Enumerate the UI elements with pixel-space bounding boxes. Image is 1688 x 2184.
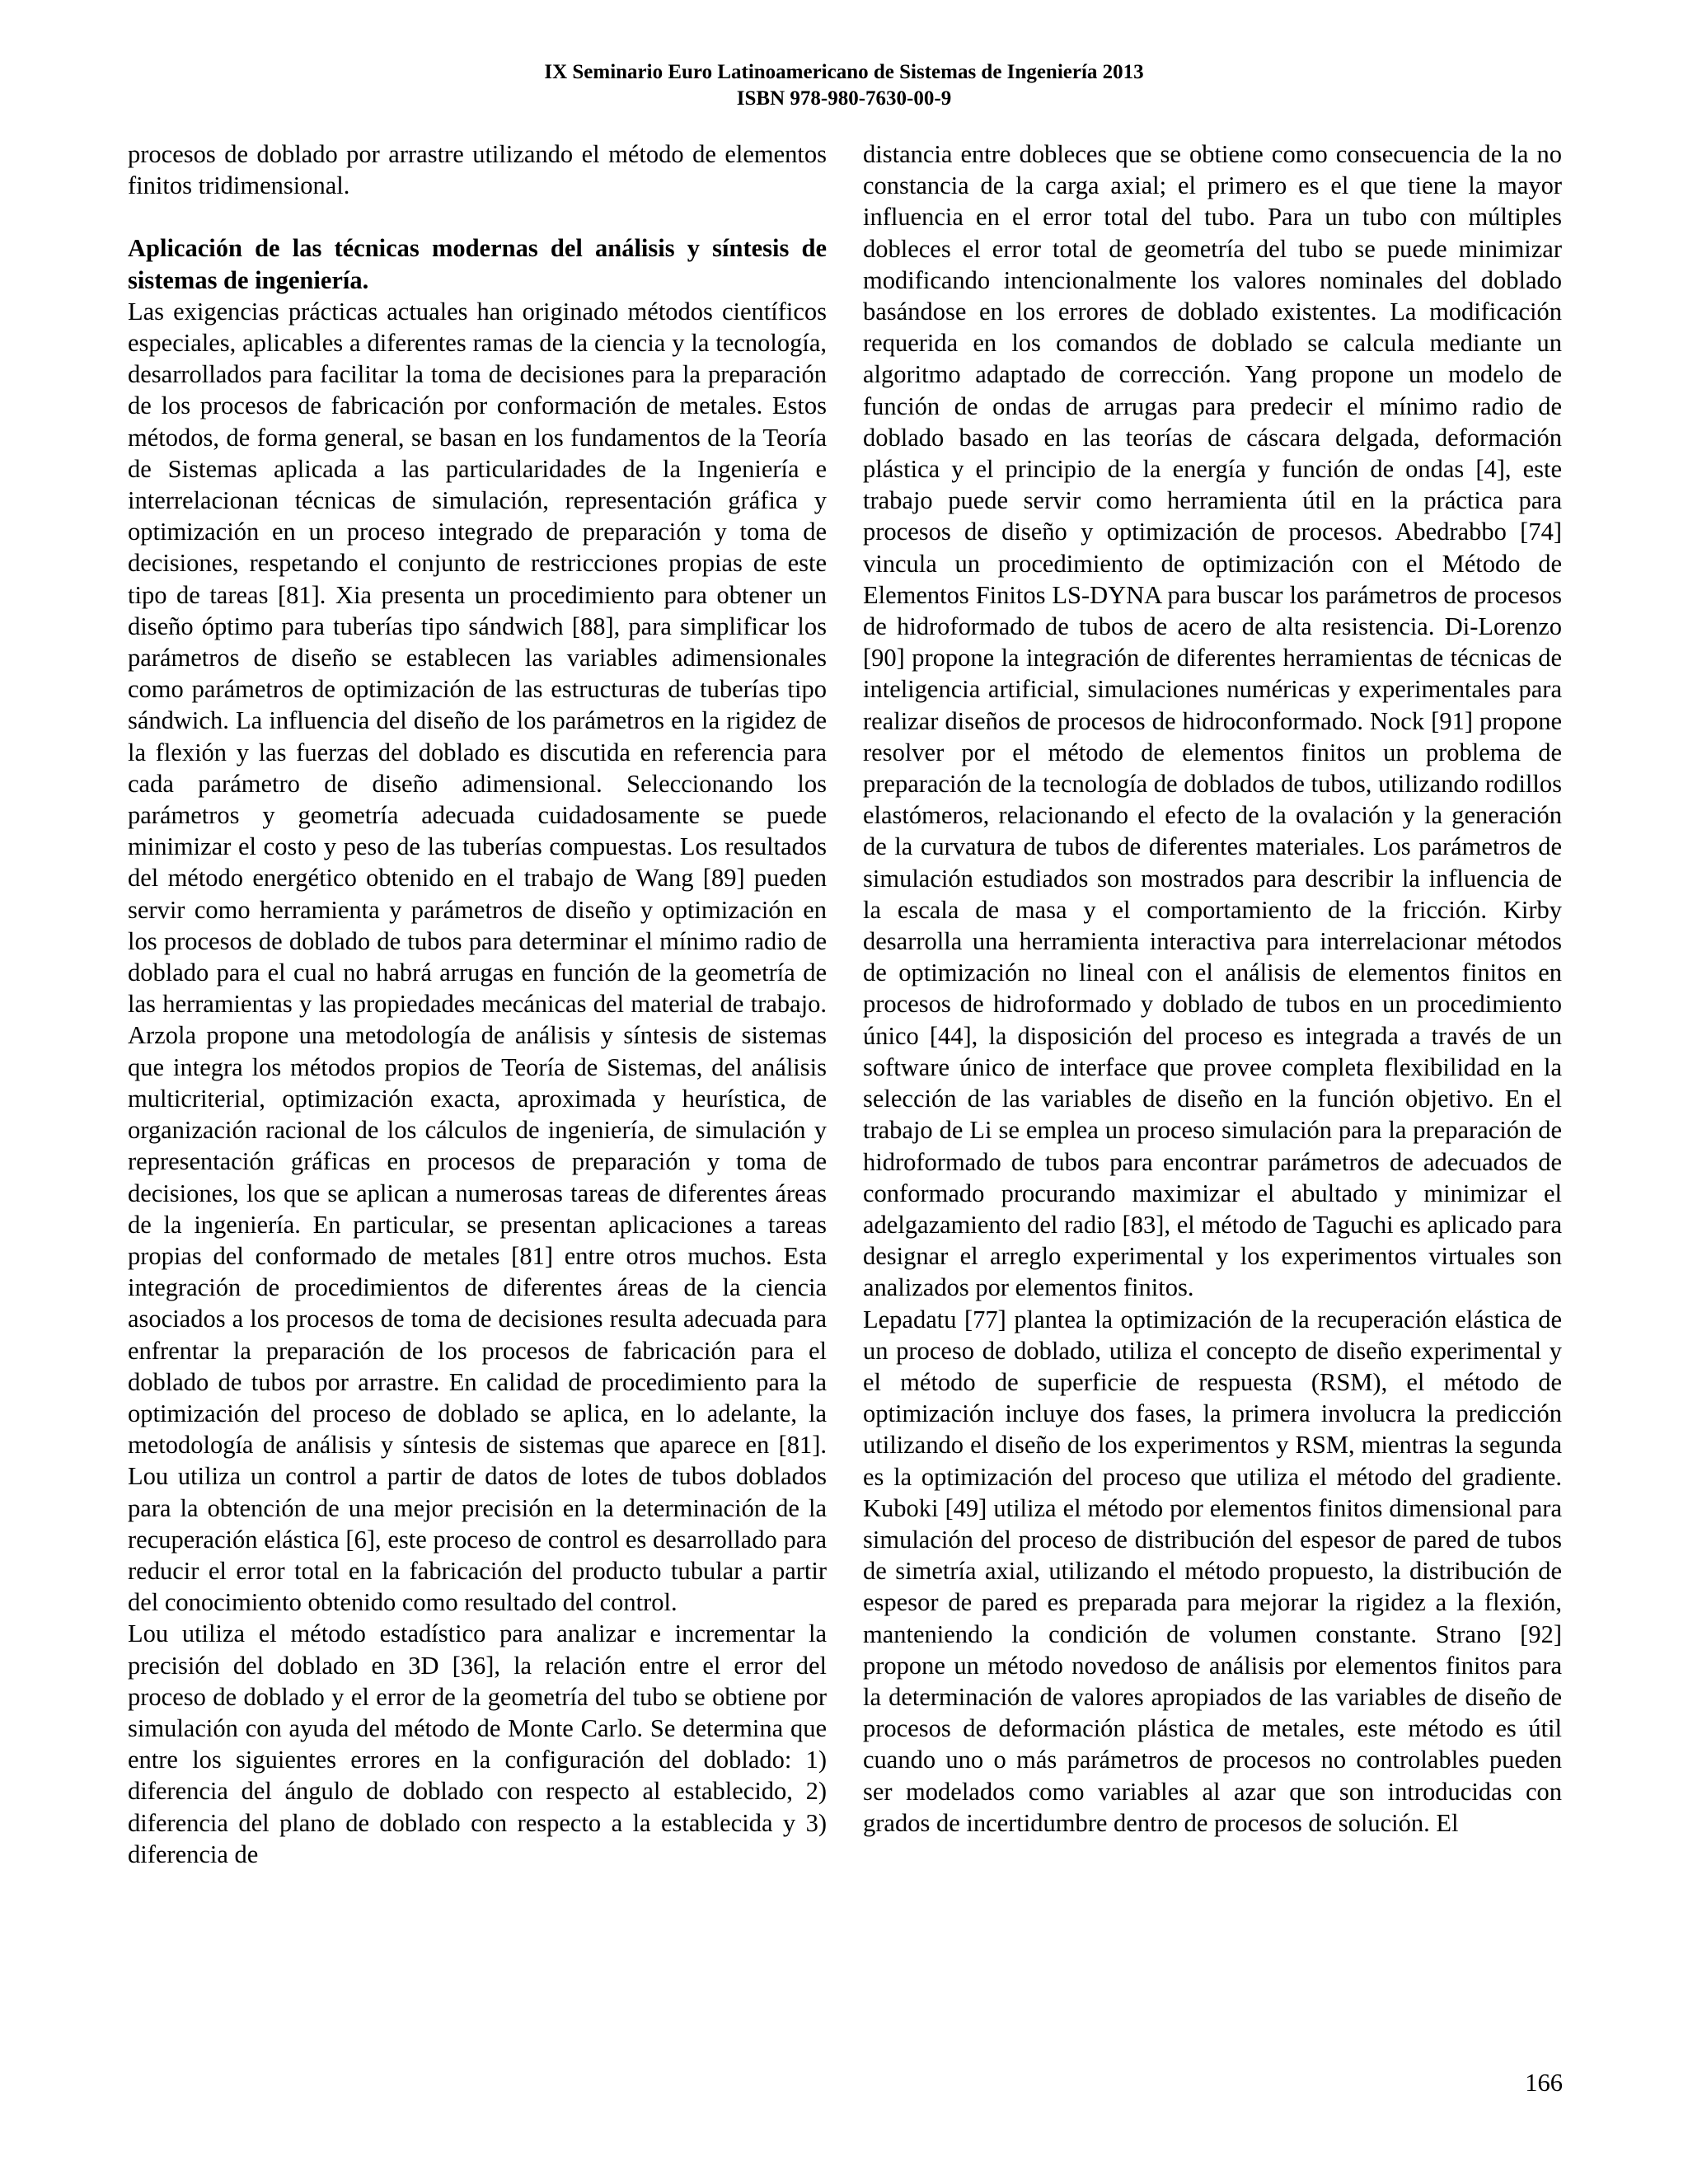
- right-paragraph-1: distancia entre dobleces que se obtiene como consecuencia de la no constancia de la carga axial; el primero es el que tiene la mayor influencia en el error total del tubo. Para un tubo con múltiples dobleces el error total de geometría del tubo se puede minimizar modificando intencionalmente los valores nominales del doblado basándose en los errores de doblado existentes. La modificación requerida en los comandos de doblado se calcula mediante un algoritmo adaptado de corrección. Yang propone un modelo de función de ondas de arrugas para predecir el mínimo radio de doblado basado en las teorías de cáscara delgada, deformación plástica y el principio de la energía y función de ondas [4], este trabajo puede servir como herramienta útil en la práctica para procesos de diseño y optimización de procesos. Abedrabbo [74] vincula un procedimiento de optimización con el Método de Elementos Finitos LS-DYNA para buscar los parámetros de procesos de hidroformado de tubos de acero de alta resistencia. Di-Lorenzo [90] propone la integración de diferentes herramientas de técnicas de inteligencia artificial, simulaciones numéricas y experimentales para realizar diseños de procesos de hidroconformado. Nock [91] propone resolver por el método de elementos finitos un problema de preparación de la tecnología de doblados de tubos, utilizando rodillos elastómeros, relacionando el efecto de la ovalación y la generación de la curvatura de tubos de diferentes materiales. Los parámetros de simulación estudiados son mostrados para describir la influencia de la escala de masa y el comportamiento de la fricción. Kirby desarrolla una herramienta interactiva para interrelacionar métodos de optimización no lineal con el análisis de elementos finitos en procesos de hidroformado y doblado de tubos en un procedimiento único [44], la disposición del proceso es integrada a través de un software único de interface que provee completa flexibilidad en la selección de las variables de diseño en la función objetivo. En el trabajo de Li se emplea un proceso simulación para la preparación de hidroformado de tubos para encontrar parámetros de adecuados de conformado procurando maximizar el abultado y minimizar el adelgazamiento del radio [83], el método de Taguchi es aplicado para designar el arreglo experimental y los experimentos virtuales son analizados por elementos finitos.: [863, 140, 1562, 1302]
- page-number: 166: [1525, 2069, 1563, 2097]
- left-paragraph-1: Las exigencias prácticas actuales han originado métodos científicos especiales, aplicables a diferentes ramas de la ciencia y la tecnología, desarrollados para facilitar la toma de decisiones para la preparación de los procesos de fabricación por conformación de metales. Estos métodos, de forma general, se basan en los fundamentos de la Teoría de Sistemas aplicada a las particularidades de la Ingeniería e interrelacionan técnicas de simulación, representación gráfica y optimización en un proceso integrado de preparación y toma de decisiones, respetando el conjunto de restricciones propias de este tipo de tareas [81]. Xia presenta un procedimiento para obtener un diseño óptimo para tuberías tipo sándwich [88], para simplificar los parámetros de diseño se establecen las variables adimensionales como parámetros de optimización de las estructuras de tuberías tipo sándwich. La influencia del diseño de los parámetros en la rigidez de la flexión y las fuerzas del doblado es discutida en referencia para cada parámetro de diseño adimensional. Seleccionando los parámetros y geometría adecuada cuidadosamente se puede minimizar el costo y peso de las tuberías compuestas. Los resultados del método energético obtenido en el trabajo de Wang [89] pueden servir como herramienta y parámetros de diseño y optimización en los procesos de doblado de tubos para determinar el mínimo radio de doblado para el cual no habrá arrugas en función de la geometría de las herramientas y las propiedades mecánicas del material de trabajo. Arzola propone una metodología de análisis y síntesis de sistemas que integra los métodos propios de Teoría de Sistemas, del análisis multicriterial, optimización exacta, aproximada y heurística, de organización racional de los cálculos de ingeniería, de simulación y representación gráficas en procesos de preparación y toma de decisiones, los que se aplican a numerosas tareas de diferentes áreas de la ingeniería. En particular, se presentan aplicaciones a tareas propias del conformado de metales [81] entre otros muchos. Esta integración de procedimientos de diferentes áreas de la ciencia asociados a los procesos de toma de decisiones resulta adecuada para enfrentar la preparación de los procesos de fabricación para el doblado de tubos por arrastre. En calidad de procedimiento para la optimización del proceso de doblado se aplica, en lo adelante, la metodología de análisis y síntesis de sistemas que aparece en [81]. Lou utiliza un control a partir de datos de lotes de tubos doblados para la obtención de una mejor precisión en la determinación de la recuperación elástica [6], este proceso de control es desarrollado para reducir el error total en la fabricación del producto tubular a partir del conocimiento obtenido como resultado del control.: [128, 297, 827, 1617]
- left-paragraph-2: Lou utiliza el método estadístico para analizar e incrementar la precisión del doblado en 3D [36], la relación entre el error del proceso de doblado y el error de la geometría del tubo se obtiene por simulación con ayuda del método de Monte Carlo. Se determina que entre los siguientes errores en la configuración del doblado: 1) diferencia del ángulo de doblado con respecto al establecido, 2) diferencia del plano de doblado con respecto a la establecida y 3) diferencia de: [128, 1619, 827, 1868]
- section-heading: Aplicación de las técnicas modernas del análisis y síntesis de sistemas de ingeniería.: [128, 234, 827, 294]
- right-paragraph-2: Lepadatu [77] plantea la optimización de la recuperación elástica de un proceso de doblado, utiliza el concepto de diseño experimental y el método de superficie de respuesta (RSM), el método de optimización incluye dos fases, la primera involucra la predicción utilizando el diseño de los experimentos y RSM, mientras la segunda es la optimización del proceso que utiliza el método del gradiente. Kuboki [49] utiliza el método por elementos finitos dimensional para simulación del proceso de distribución del espesor de pared de tubos de simetría axial, utilizando el método propuesto, la distribución de espesor de pared es preparada para mejorar la rigidez a la flexión, manteniendo la condición de volumen constante. Strano [92] propone un método novedoso de análisis por elementos finitos para la determinación de valores apropiados de las variables de diseño de procesos de deformación plástica de metales, este método es útil cuando uno o más parámetros de procesos no controlables pueden ser modelados como variables al azar que son introducidas con grados de incertidumbre dentro de procesos de solución. El: [863, 1305, 1562, 1837]
- right-column: [863, 138, 1562, 1839]
- seminar-title: IX Seminario Euro Latinoamericano de Sistemas de Ingeniería 2013: [544, 61, 1144, 83]
- isbn-line: ISBN 978-980-7630-00-9: [736, 87, 952, 110]
- page-header: [0, 59, 1688, 112]
- intro-paragraph: procesos de doblado por arrastre utilizando el método de elementos finitos tridimensional.: [128, 140, 827, 200]
- paragraph-gap: [128, 201, 827, 232]
- left-column: [128, 138, 827, 1870]
